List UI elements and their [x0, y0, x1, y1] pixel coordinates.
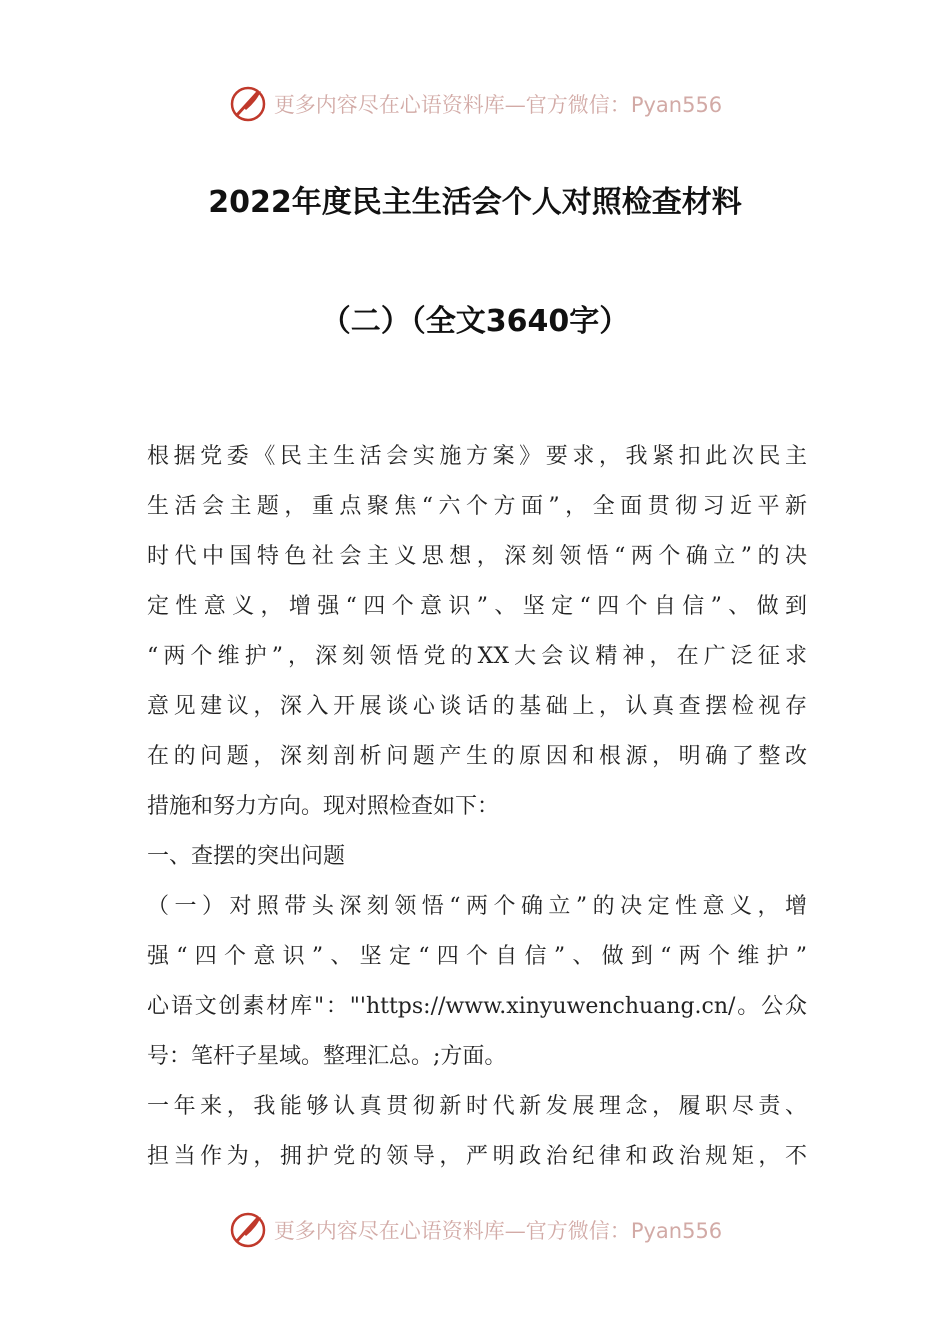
body-line: 强“四个意识”、坚定“四个自信”、做到“两个维护” — [147, 944, 807, 969]
document-title: 2022年度民主生活会个人对照检查材料 — [208, 185, 742, 220]
body-line: 心语文创素材库"："'https://www.xinyuwenchuang.cn/。公众 — [147, 994, 807, 1019]
body-line: 根据党委《民主生活会实施方案》要求，我紧扣此次民主 — [147, 444, 807, 469]
watermark-text: 更多内容尽在心语资料库—官方微信：Pyan556 — [273, 93, 723, 117]
footer-watermark-banner — [0, 1208, 950, 1252]
body-line: 措施和努力方向。现对照检查如下： — [147, 794, 500, 819]
body-line: 生活会主题，重点聚焦“六个方面”，全面贯彻习近平新 — [147, 494, 807, 519]
body-line: 定性意义，增强“四个意识”、坚定“四个自信”、做到 — [147, 594, 807, 619]
body-line: 意见建议，深入开展谈心谈话的基础上，认真查摆检视存 — [147, 694, 807, 719]
body-line: 一年来，我能够认真贯彻新时代新发展理念，履职尽责、 — [147, 1094, 807, 1119]
subsection-heading: （一）对照带头深刻领悟“两个确立”的决定性意义，增 — [147, 894, 807, 919]
body-line: 号：笔杆子星域。整理汇总。;方面。 — [147, 1044, 507, 1069]
document-subtitle: （二）（全文3640字） — [320, 304, 630, 339]
watermark-text: 更多内容尽在心语资料库—官方微信：Pyan556 — [273, 1219, 723, 1243]
header-watermark-banner — [0, 82, 950, 126]
body-line: 时代中国特色社会主义思想，深刻领悟“两个确立”的决 — [147, 544, 807, 569]
watermark-wechat-id: Pyan556 — [630, 1219, 723, 1243]
quill-pen-logo-icon — [228, 1210, 268, 1250]
watermark-wechat-id: Pyan556 — [630, 93, 723, 117]
body-line: 担当作为，拥护党的领导，严明政治纪律和政治规矩，不 — [147, 1144, 807, 1169]
body-line: “两个维护”，深刻领悟党的XX大会议精神，在广泛征求 — [147, 644, 807, 669]
body-line: 在的问题，深刻剖析问题产生的原因和根源，明确了整改 — [147, 744, 807, 769]
section-heading: 一、查摆的突出问题 — [147, 844, 346, 869]
document-body — [147, 432, 807, 1182]
quill-pen-logo-icon — [228, 84, 268, 124]
